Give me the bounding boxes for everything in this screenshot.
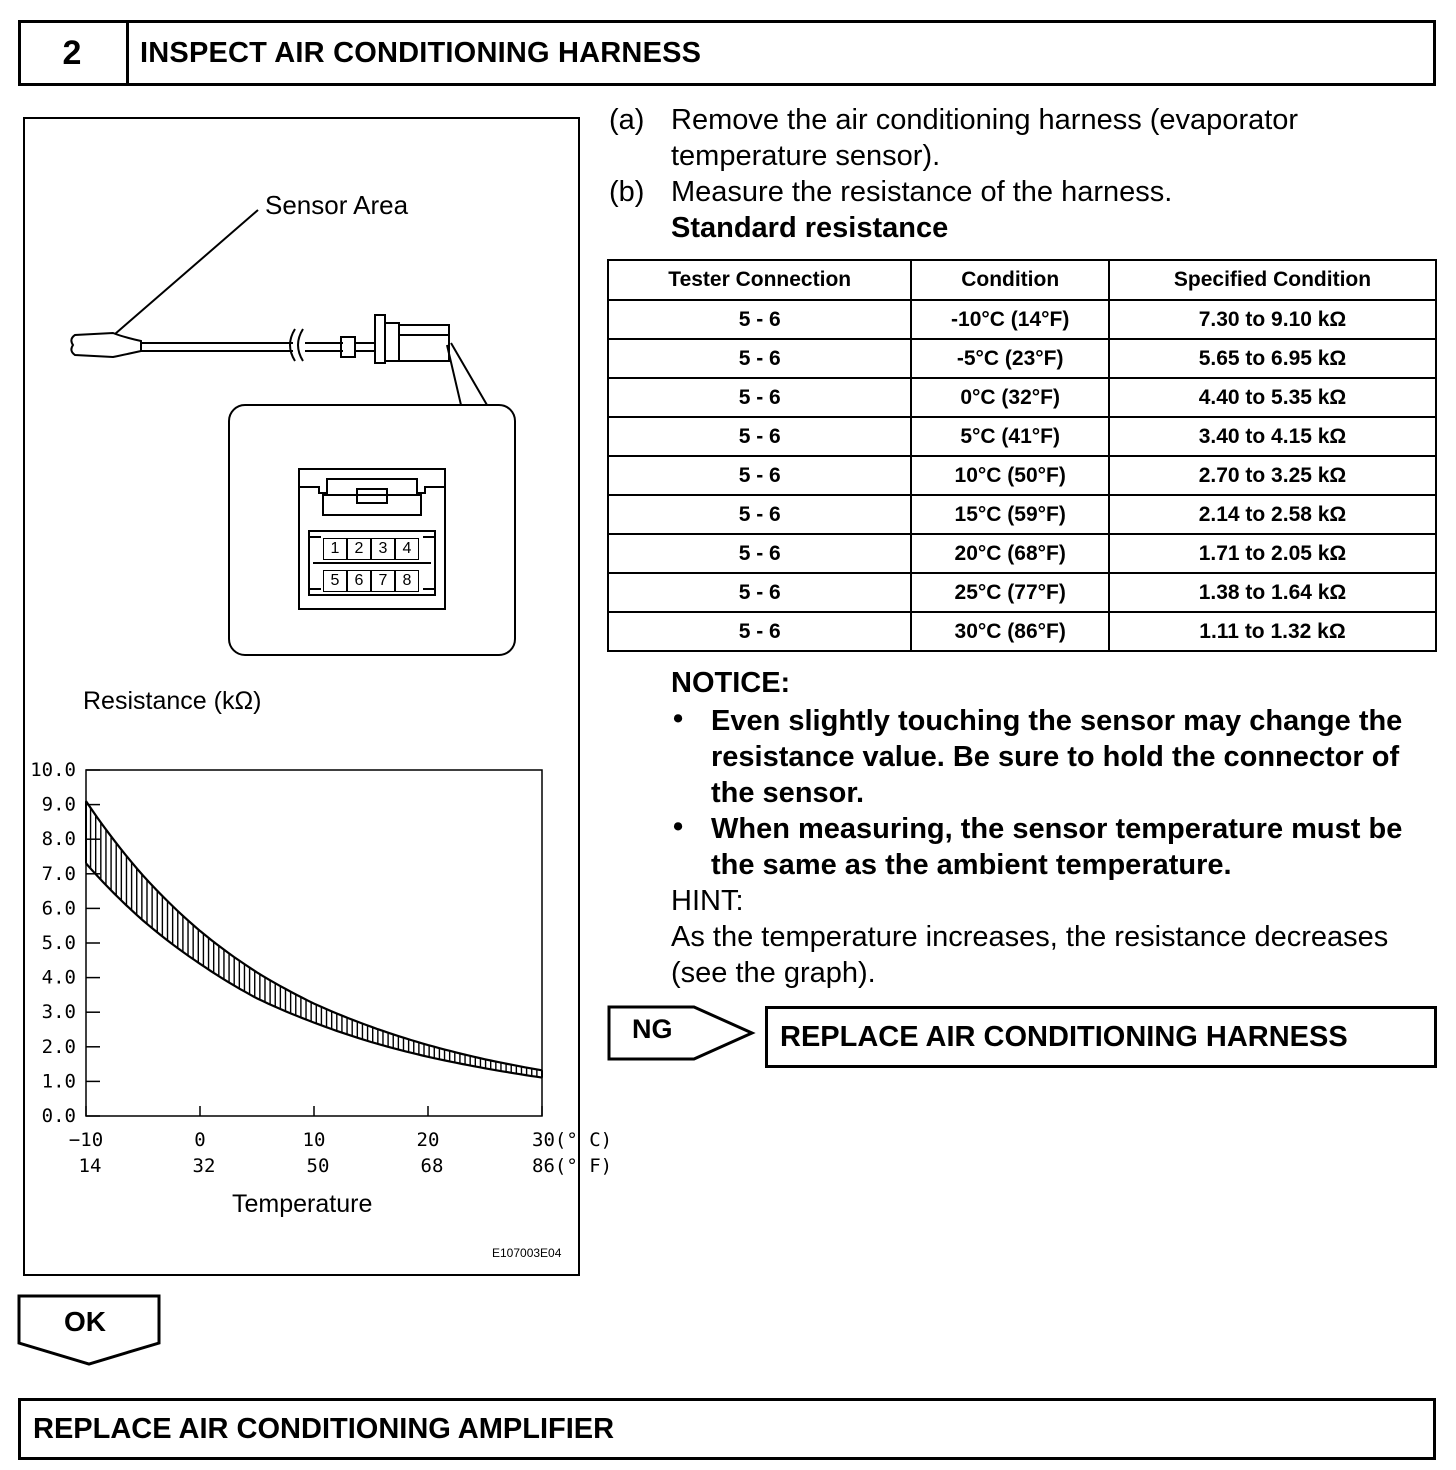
- sensor-probe-icon: [71, 333, 141, 357]
- y-tick-label: 6.0: [41, 897, 76, 920]
- ok-label: OK: [64, 1306, 106, 1337]
- table-row: [608, 534, 1436, 573]
- y-tick-label: 9.0: [41, 793, 76, 816]
- table-cell: 2.14 to 2.58 kΩ: [1109, 495, 1436, 534]
- table-cell: 10°C (50°F): [911, 456, 1109, 495]
- step-a-marker: (a): [609, 104, 645, 136]
- resistance-chart: [23, 750, 613, 1177]
- table-row: [608, 300, 1436, 339]
- table-cell: 5 - 6: [608, 417, 911, 456]
- table-cell: 3.40 to 4.15 kΩ: [1109, 417, 1436, 456]
- connector-pins: [323, 538, 419, 592]
- table-cell: 5 - 6: [608, 378, 911, 417]
- x-tick-label-f: 50: [306, 1155, 330, 1177]
- table-header: Specified Condition: [1109, 260, 1436, 300]
- table-cell: 30°C (86°F): [911, 612, 1109, 651]
- table-cell: 7.30 to 9.10 kΩ: [1109, 300, 1436, 339]
- bullet-icon: •: [673, 703, 684, 735]
- y-tick-label: 5.0: [41, 932, 76, 954]
- table-row: [608, 573, 1436, 612]
- table-cell: 15°C (59°F): [911, 495, 1109, 534]
- table-cell: 5 - 6: [608, 573, 911, 612]
- bullet-icon: •: [673, 811, 684, 843]
- y-tick-label: 7.0: [41, 862, 76, 885]
- step-b-marker: (b): [609, 176, 645, 208]
- plot-frame: [86, 770, 542, 1116]
- ok-result-box: REPLACE AIR CONDITIONING AMPLIFIER: [18, 1398, 1436, 1460]
- table-cell: -10°C (14°F): [911, 300, 1109, 339]
- table-cell: 1.38 to 1.64 kΩ: [1109, 573, 1436, 612]
- x-tick-label-c: 10: [302, 1129, 326, 1151]
- chart-ylabel: Resistance (kΩ): [83, 687, 262, 715]
- chart-xlabel: Temperature: [232, 1190, 373, 1218]
- y-tick-label: 3.0: [41, 1001, 76, 1024]
- table-cell: 5 - 6: [608, 300, 911, 339]
- x-tick-label-f: 68: [420, 1155, 444, 1177]
- ng-label: NG: [632, 1014, 673, 1044]
- x-unit-c: 30(° C): [532, 1129, 613, 1151]
- pin-label: 5: [323, 570, 347, 592]
- table-cell: 5.65 to 6.95 kΩ: [1109, 339, 1436, 378]
- hint-line1: As the temperature increases, the resistance decreases: [671, 921, 1389, 953]
- connector-body-icon: [399, 325, 449, 361]
- pin-label: 4: [395, 538, 419, 560]
- ng-result-box: REPLACE AIR CONDITIONING HARNESS: [765, 1006, 1437, 1068]
- x-tick-label-f: 32: [192, 1155, 216, 1177]
- table-header: Tester Connection: [608, 260, 911, 300]
- table-row: [608, 612, 1436, 651]
- pin-label: 6: [347, 570, 371, 592]
- y-tick-label: 4.0: [41, 966, 76, 989]
- table-row: [608, 456, 1436, 495]
- notice-bullet-1-line3: the sensor.: [711, 777, 865, 809]
- x-tick-label-c: −10: [68, 1129, 104, 1151]
- notice-bullet-1-line2: resistance value. Be sure to hold the connector of: [711, 741, 1400, 773]
- table-cell: 5 - 6: [608, 495, 911, 534]
- table-cell: 25°C (77°F): [911, 573, 1109, 612]
- standard-resistance-label: Standard resistance: [671, 212, 949, 244]
- table-cell: 5°C (41°F): [911, 417, 1109, 456]
- spec-table: [607, 259, 1437, 652]
- step-b-line1: Measure the resistance of the harness.: [671, 176, 1173, 208]
- table-cell: 5 - 6: [608, 339, 911, 378]
- pin-label: 1: [323, 538, 347, 560]
- table-cell: -5°C (23°F): [911, 339, 1109, 378]
- pin-label: 2: [347, 538, 371, 560]
- notice-heading: NOTICE:: [671, 667, 791, 699]
- y-tick-label: 0.0: [41, 1105, 76, 1127]
- table-row: [608, 339, 1436, 378]
- notice-bullet-2-line1: When measuring, the sensor temperature must be: [711, 813, 1403, 845]
- hint-line2: (see the graph).: [671, 957, 876, 989]
- sensor-area-label: Sensor Area: [265, 190, 409, 220]
- upper-limit-line: [86, 801, 542, 1070]
- pin-label: 8: [395, 570, 419, 592]
- x-tick-label-f: 14: [78, 1155, 102, 1177]
- table-cell: 5 - 6: [608, 612, 911, 651]
- table-cell: 1.71 to 2.05 kΩ: [1109, 534, 1436, 573]
- x-tick-label-c: 20: [416, 1129, 440, 1151]
- table-row: [608, 417, 1436, 456]
- pin-label: 7: [371, 570, 395, 592]
- y-tick-label: 8.0: [41, 828, 76, 851]
- table-cell: 5 - 6: [608, 456, 911, 495]
- step-title: INSPECT AIR CONDITIONING HARNESS: [140, 36, 702, 69]
- notice-bullet-1-line1: Even slightly touching the sensor may change the: [711, 705, 1403, 737]
- y-tick-label: 1.0: [41, 1070, 76, 1093]
- x-tick-label-c: 0: [194, 1129, 206, 1151]
- table-header: Condition: [911, 260, 1109, 300]
- table-row: [608, 378, 1436, 417]
- table-cell: 1.11 to 1.32 kΩ: [1109, 612, 1436, 651]
- notice-bullet-2-line2: the same as the ambient temperature.: [711, 849, 1232, 881]
- step-number: 2: [18, 20, 129, 86]
- table-row: [608, 495, 1436, 534]
- sensor-leader-line: [115, 210, 258, 334]
- table-cell: 0°C (32°F): [911, 378, 1109, 417]
- table-cell: 4.40 to 5.35 kΩ: [1109, 378, 1436, 417]
- hint-heading: HINT:: [671, 885, 744, 917]
- y-tick-label: 2.0: [41, 1035, 76, 1058]
- step-a-line1: Remove the air conditioning harness (evaporator: [671, 104, 1299, 136]
- table-cell: 2.70 to 3.25 kΩ: [1109, 456, 1436, 495]
- figure-id: E107003E04: [492, 1246, 562, 1260]
- x-unit-f: 86(° F): [532, 1155, 613, 1177]
- table-cell: 5 - 6: [608, 534, 911, 573]
- lower-limit-line: [86, 863, 542, 1077]
- ng-arrow-icon: [606, 1002, 758, 1064]
- pin-label: 3: [371, 538, 395, 560]
- table-cell: 20°C (68°F): [911, 534, 1109, 573]
- step-a-line2: temperature sensor).: [671, 140, 941, 172]
- y-tick-label: 10.0: [30, 759, 76, 781]
